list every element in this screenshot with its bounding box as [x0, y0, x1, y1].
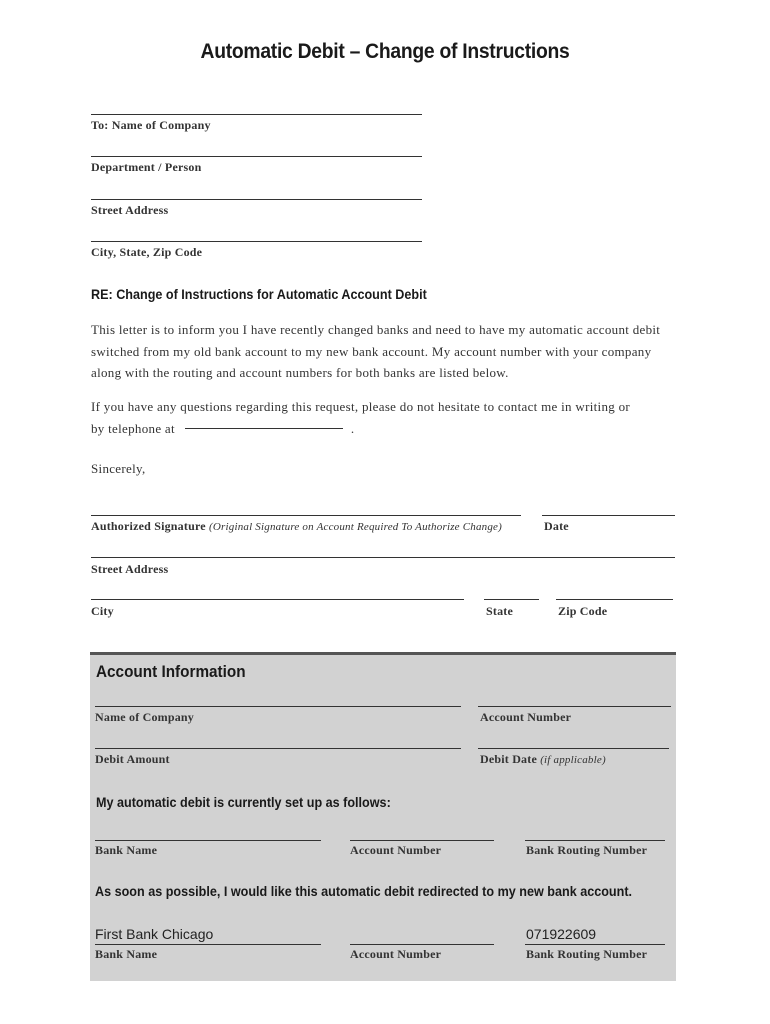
date-field-line[interactable] [542, 515, 675, 516]
signer-state-field-line[interactable] [484, 599, 539, 600]
debit-date-field-line[interactable] [478, 748, 669, 749]
account-number-label: Account Number [480, 710, 572, 724]
new-routing-label: Bank Routing Number [526, 947, 648, 961]
signer-zip-label: Zip Code [558, 604, 608, 618]
street-field-label: Street Address [91, 203, 169, 217]
signer-state-label: State [486, 604, 513, 618]
signature-field-line[interactable] [91, 515, 521, 516]
body-paragraph-2 [91, 396, 681, 439]
new-account-number-label: Account Number [350, 947, 442, 961]
old-routing-label: Bank Routing Number [526, 843, 648, 857]
debit-date-label-group [480, 752, 606, 767]
new-account-number-field-line[interactable] [350, 944, 494, 945]
new-account-heading: As soon as possible, I would like this automatic debit redirected to my new bank account. [95, 883, 633, 899]
debit-amount-label: Debit Amount [95, 752, 170, 766]
company-field-line[interactable] [91, 114, 422, 115]
new-routing-value[interactable]: 071922609 [526, 926, 597, 942]
document-title: Automatic Debit – Change of Instructions [200, 40, 570, 63]
new-bank-name-value[interactable]: First Bank Chicago [95, 926, 214, 942]
closing: Sincerely, [91, 461, 146, 476]
body-paragraph-1: This letter is to inform you I have recently changed banks and need to have my automatic account debit switched from my old bank account to my new bank account. My account number with your company along with the routing and account numbers for both banks are listed below. [91, 322, 661, 380]
authorized-signature-label: Authorized Signature [91, 519, 206, 533]
old-routing-field-line[interactable] [525, 840, 665, 841]
city-state-zip-field-line[interactable] [91, 241, 422, 242]
department-field-label: Department / Person [91, 160, 202, 174]
date-label: Date [544, 519, 569, 533]
paragraph-2-suffix: . [350, 420, 355, 436]
account-number-field-line[interactable] [478, 706, 671, 707]
paragraph-2-line-1: If you have any questions regarding this request, please do not hesitate to contact me in writing or [91, 399, 631, 414]
company-field-label: To: Name of Company [91, 118, 211, 132]
signer-street-field-line[interactable] [91, 557, 675, 558]
new-routing-field-line[interactable] [525, 944, 665, 945]
new-bank-name-label: Bank Name [95, 947, 158, 961]
debit-date-label: Debit Date [480, 752, 537, 766]
current-setup-heading: My automatic debit is currently set up as follows: [96, 794, 391, 810]
department-field-line[interactable] [91, 156, 422, 157]
old-account-number-label: Account Number [350, 843, 442, 857]
city-state-zip-field-label: City, State, Zip Code [91, 245, 203, 259]
debit-date-note: (if applicable) [540, 754, 606, 766]
signer-city-field-line[interactable] [91, 599, 464, 600]
paragraph-2-prefix: by telephone at [91, 420, 175, 436]
signer-zip-field-line[interactable] [556, 599, 673, 600]
account-company-field-line[interactable] [95, 706, 461, 707]
re-heading: RE: Change of Instructions for Automatic Account Debit [91, 286, 427, 302]
authorized-signature-note: (Original Signature on Account Required To Authorize Change) [209, 521, 502, 533]
street-field-line[interactable] [91, 199, 422, 200]
signer-city-label: City [91, 604, 114, 618]
old-bank-name-field-line[interactable] [95, 840, 321, 841]
telephone-field-line[interactable] [185, 428, 343, 429]
signature-label [91, 519, 502, 534]
old-bank-name-label: Bank Name [95, 843, 158, 857]
signer-street-label: Street Address [91, 562, 169, 576]
new-bank-name-field-line[interactable] [95, 944, 321, 945]
account-information-heading: Account Information [96, 662, 246, 681]
old-account-number-field-line[interactable] [350, 840, 494, 841]
account-company-label: Name of Company [95, 710, 194, 724]
debit-amount-field-line[interactable] [95, 748, 461, 749]
